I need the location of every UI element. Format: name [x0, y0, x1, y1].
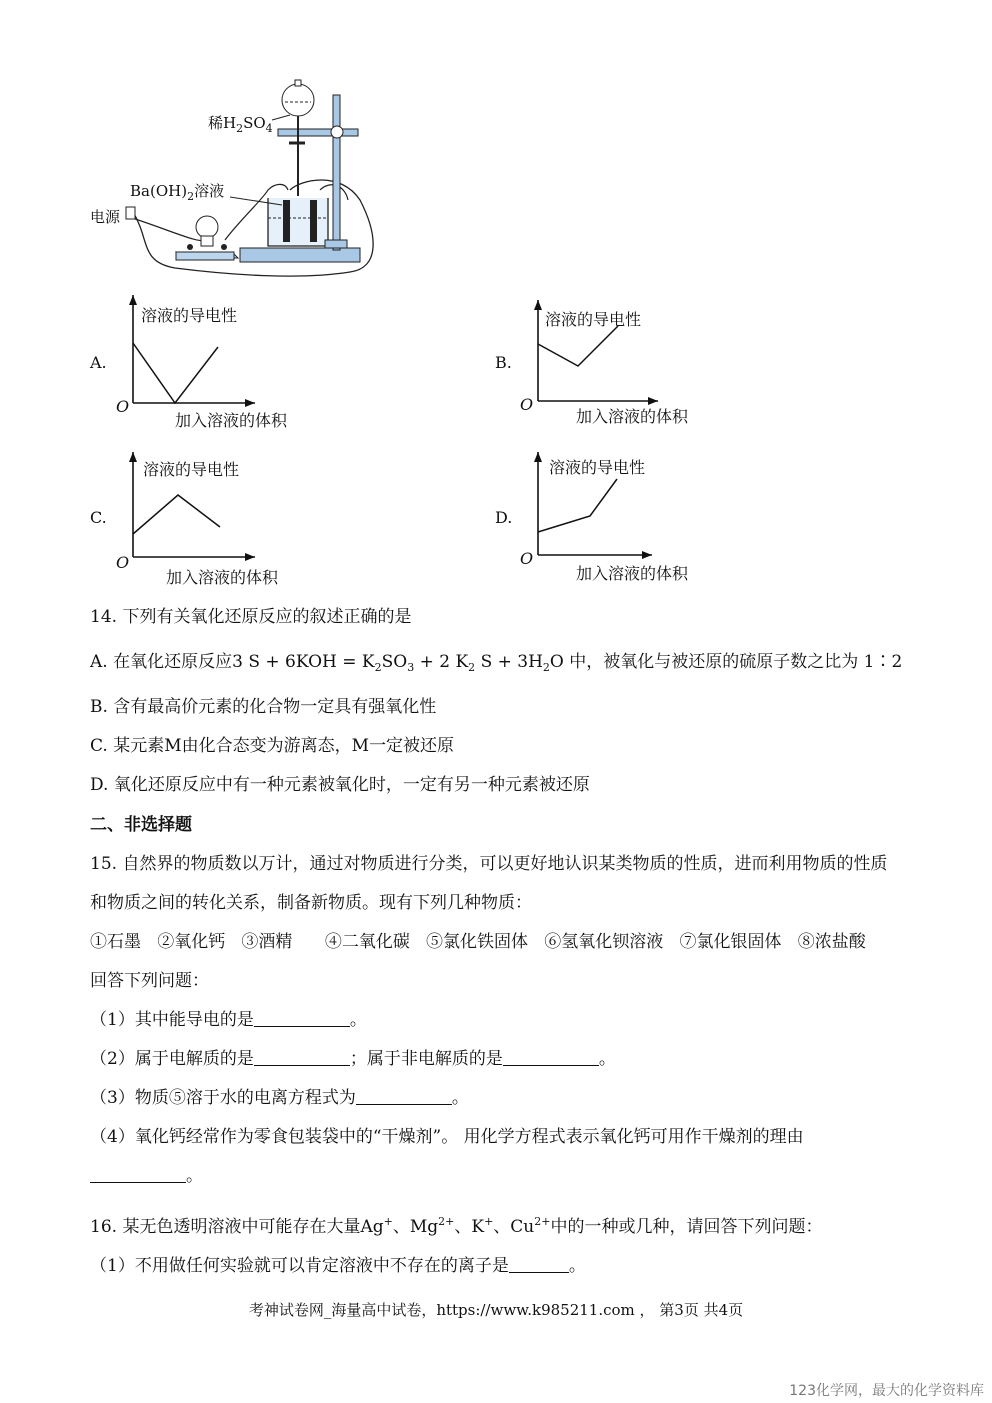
q15-part2: （2）属于电解质的是 ；属于非电解质的是 。	[90, 1049, 616, 1069]
q14-stem: 14. 下列有关氧化还原反应的叙述正确的是	[90, 607, 412, 627]
graph-a-curve	[133, 343, 218, 403]
acid-label: 稀$H_2SO_4$	[208, 114, 273, 135]
q15-part1: （1）其中能导电的是 。	[90, 1010, 367, 1030]
option-d-label: D.	[495, 508, 513, 527]
q14-option-d: D. 氧化还原反应中有一种元素被氧化时，一定有另一种元素被还原	[90, 775, 590, 795]
option-a-label: A.	[90, 353, 107, 372]
answer-blank[interactable]	[254, 1010, 350, 1027]
answer-blank[interactable]	[254, 1049, 350, 1066]
page-footer: 考神试卷网_海量高中试卷，https://www.k985211.com ， 第3页 共4页	[248, 1301, 744, 1319]
q16-stem: 16. 某无色透明溶液中可能存在大量Ag+、$Mg^{2+}$、K+、$Cu^{2+}$中的一种或几种，请回答下列问题：	[90, 1215, 823, 1237]
q14-option-b: B. 含有最高价元素的化合物一定具有强氧化性	[90, 697, 437, 717]
graph-c-xlabel: 加入溶液的体积	[166, 568, 279, 587]
base-label: $Ba(OH)_2$溶液	[130, 182, 225, 203]
graph-b-curve	[538, 326, 618, 366]
q14-option-c: C. 某元素M由化合态变为游离态，M一定被还原	[90, 736, 455, 756]
q15-part4-answer: 。	[90, 1164, 203, 1188]
graph-d-ylabel: 溶液的导电性	[549, 458, 646, 477]
answer-blank[interactable]	[503, 1049, 599, 1066]
answer-blank[interactable]	[90, 1166, 186, 1183]
graph-a-x-axis-arrowhead	[245, 399, 255, 407]
option-c-label: C.	[90, 508, 107, 527]
graph-d-y-axis-arrowhead	[534, 452, 542, 462]
graph-a-ylabel: 溶液的导电性	[141, 306, 238, 325]
watermark: 123化学网，最大的化学资料库	[789, 1383, 984, 1399]
graph-d-origin: O	[520, 549, 534, 568]
graph-c-ylabel: 溶液的导电性	[143, 460, 240, 479]
graph-b-origin: O	[520, 395, 534, 414]
q15-ask: 回答下列问题：	[90, 971, 209, 991]
q15-items: ①石墨 ②氧化钙 ③酒精 ④二氧化碳 ⑤氯化铁固体 ⑥氢氧化钡溶液 ⑦氯化银固体 ⑧浓盐酸	[90, 932, 866, 952]
option-b-label: B.	[495, 353, 512, 372]
power-label: 电源	[90, 208, 121, 226]
q16-part1: （1）不用做任何实验就可以肯定溶液中不存在的离子是 。	[90, 1256, 586, 1276]
q15-part3: （3）物质⑤溶于水的电离方程式为 。	[90, 1088, 469, 1108]
graph-a-xlabel: 加入溶液的体积	[175, 411, 288, 430]
graph-d-x-axis-arrowhead	[642, 551, 652, 559]
section-heading: 二、非选择题	[90, 815, 192, 835]
graph-a-origin: O	[116, 397, 130, 416]
graph-c-x-axis-arrowhead	[245, 553, 255, 561]
graph-c-origin: O	[116, 553, 130, 572]
q15-part4: （4）氧化钙经常作为零食包装袋中的“干燥剂”。 用化学方程式表示氧化钙可用作干燥剂的理由	[90, 1127, 804, 1147]
q15-stem-line2: 和物质之间的转化关系，制备新物质。现有下列几种物质：	[90, 893, 532, 913]
graph-c-curve	[133, 495, 220, 534]
answer-blank[interactable]	[509, 1256, 569, 1273]
graph-b-xlabel: 加入溶液的体积	[576, 407, 689, 426]
q14-option-a: A. 在氧化还原反应3 $S + 6KOH = K_2SO_3 + 2$ $K_2$ $S + 3H_2O$ 中，被氧化与被还原的硫原子数之比为 1∶2	[90, 652, 903, 674]
answer-blank[interactable]	[356, 1088, 452, 1105]
graph-d-xlabel: 加入溶液的体积	[576, 564, 689, 583]
graph-d-curve	[538, 479, 617, 532]
graph-a-y-axis-arrowhead	[129, 295, 137, 305]
graph-b-ylabel: 溶液的导电性	[545, 310, 642, 329]
q15-stem-line1: 15. 自然界的物质数以万计，通过对物质进行分类，可以更好地认识某类物质的性质，进而利用物质的性质	[90, 854, 888, 874]
graph-b-y-axis-arrowhead	[534, 300, 542, 310]
graph-c-y-axis-arrowhead	[129, 452, 137, 462]
